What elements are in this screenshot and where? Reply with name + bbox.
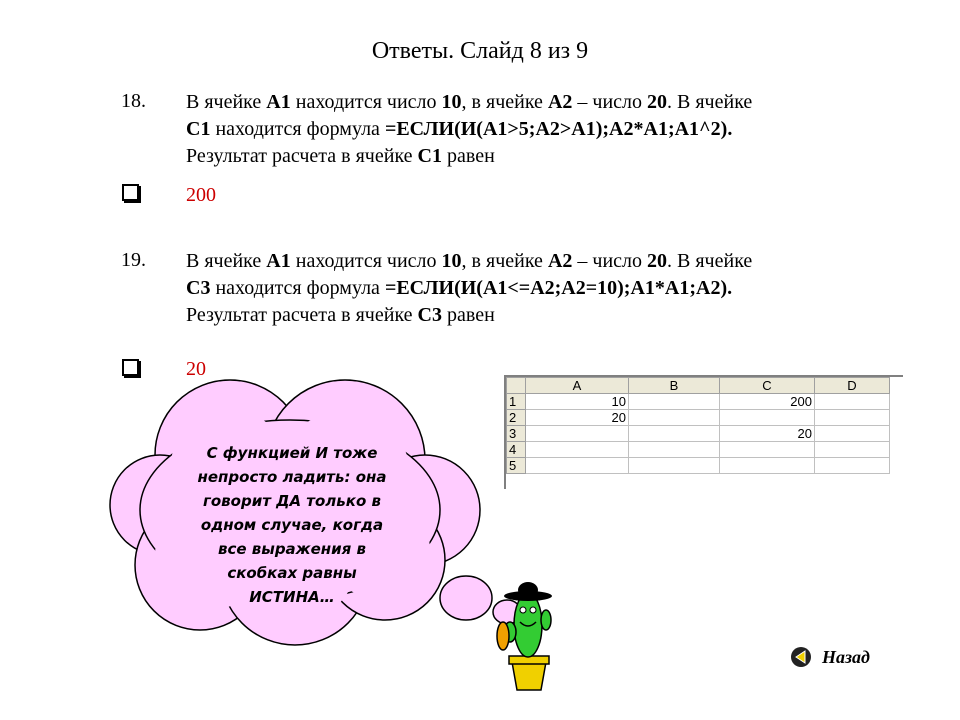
question-line: С3 находится формула =ЕСЛИ(И(А1<=А2;А2=10);А1*А1;А2). [186, 277, 733, 299]
question-line: В ячейке А1 находится число 10, в ячейке А2 – число 20. В ячейке [186, 250, 753, 272]
question-line: С1 находится формула =ЕСЛИ(И(А1>5;А2>А1);А2*А1;А1^2). [186, 118, 733, 140]
question-line: Результат расчета в ячейке С1 равен [186, 145, 495, 167]
question-line: В ячейке А1 находится число 10, в ячейке А2 – число 20. В ячейке [186, 91, 753, 113]
row-header: 4 [507, 442, 526, 458]
back-label: Назад [822, 646, 870, 667]
back-arrow-icon [790, 646, 812, 668]
question-line: Результат расчета в ячейке С3 равен [186, 304, 495, 326]
answer-value: 20 [186, 358, 206, 380]
column-header: D [815, 378, 890, 394]
row-header: 3 [507, 426, 526, 442]
row-header: 5 [507, 458, 526, 474]
bubble-line: С функцией И тоже [206, 444, 378, 462]
cactus-character-icon [497, 582, 552, 690]
row-header: 2 [507, 410, 526, 426]
spreadsheet-cell: 20 [526, 410, 629, 426]
column-header: B [629, 378, 720, 394]
bubble-line: скобках равны [227, 564, 357, 582]
spreadsheet-cell: 10 [526, 394, 629, 410]
spreadsheet-cell: 200 [720, 394, 815, 410]
column-header: A [526, 378, 629, 394]
bubble-line: одном случае, когда [200, 516, 384, 534]
row-header: 1 [507, 394, 526, 410]
bubble-text [168, 441, 416, 609]
column-header: C [720, 378, 815, 394]
bubble-line: ИСТИНА… [249, 588, 335, 606]
question-number: 19. [121, 249, 146, 271]
answer-value: 200 [186, 184, 216, 206]
slide-title: Ответы. Слайд 8 из 9 [371, 38, 589, 64]
bubble-line: непросто ладить: она [197, 468, 387, 486]
back-button[interactable] [790, 646, 870, 668]
question-number: 18. [121, 90, 146, 112]
bubble-line: все выражения в [217, 540, 366, 558]
bubble-line: говорит ДА только в [203, 492, 381, 510]
spreadsheet-cell: 20 [720, 426, 815, 442]
